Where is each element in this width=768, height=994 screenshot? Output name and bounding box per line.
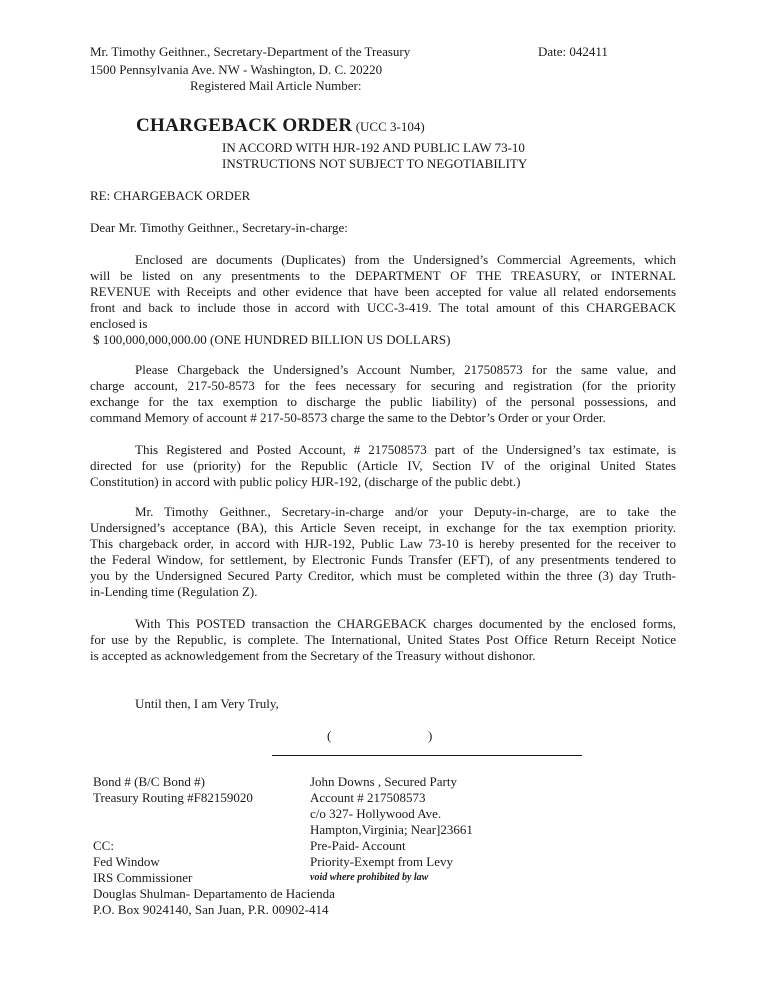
cc-fed-window: Fed Window [93,854,160,869]
paragraph-line: Mr. Timothy Geithner., Secretary-in-charge and/or your Deputy-in-charge, are to take the [135,504,676,519]
paragraph-line: enclosed is [90,316,148,331]
left-info-block [93,774,253,886]
address-line-1: c/o 327- Hollywood Ave. [310,806,442,821]
priority-exempt: Priority-Exempt from Levy [310,854,453,869]
title-subline-2: INSTRUCTIONS NOT SUBJECT TO NEGOTIABILITY [222,156,528,171]
address-line-2: Hampton,Virginia; Near]23661 [310,822,473,837]
paragraph-line: This Registered and Posted Account, # 217508573 part of the Undersigned’s tax estimate, is [135,442,676,457]
paragraph-line: front and back to include those in accord with UCC-3-419. The total amount of this CHARGEBACK [90,300,676,315]
account-number: Account # 217508573 [310,790,426,805]
signature-open-paren: ( [327,728,332,743]
secured-party-block [310,774,473,886]
paragraph-line: REVENUE with Receipts and other evidence that have been accepted for value all related endorsements [90,284,676,299]
title-subline-1: IN ACCORD WITH HJR-192 AND PUBLIC LAW 73-10 [222,140,525,155]
recipient-address: 1500 Pennsylvania Ave. NW - Washington, D. C. 20220 [90,62,383,77]
letter-date: Date: 042411 [538,44,608,59]
paragraph-line: in-Lending time (Regulation Z). [90,584,258,599]
pre-paid-account: Pre-Paid- Account [310,838,406,853]
void-note: void where prohibited by law [310,872,429,883]
paragraph-line: Undersigned’s acceptance (BA), this Article Seven receipt, in exchange for the tax exemption priority. [90,520,676,535]
paragraph-line: command Memory of account # 217-50-8573 charge the same to the Debtor’s Order or your Order. [90,410,606,425]
paragraph-line: charge account, 217-50-8573 for the fees necessary for securing and registration (for the priority [90,378,676,393]
cc-hacienda-address: P.O. Box 9024140, San Juan, P.R. 00902-414 [93,902,329,917]
document-title [136,115,425,136]
recipient-line: Mr. Timothy Geithner., Secretary-Department of the Treasury [90,44,411,59]
bond-number: Bond # (B/C Bond #) [93,774,205,789]
signature-close-paren: ) [428,728,433,743]
total-amount: $ 100,000,000,000.00 (ONE HUNDRED BILLION US DOLLARS) [93,332,451,347]
registered-mail-line: Registered Mail Article Number: [190,78,362,93]
paragraph-line: the Federal Window, for settlement, by Electronic Funds Transfer (EFT), of any presentments tendered to [90,552,676,567]
secured-party-name: John Downs , Secured Party [310,774,457,789]
paragraph-line: Enclosed are documents (Duplicates) from the Undersigned’s Commercial Agreements, which [135,252,676,267]
paragraph-chargeback-account [90,362,676,426]
paragraph-line: exchange for the tax exemption to discharge the public liability) of the personal possessions, and [90,394,676,409]
treasury-routing: Treasury Routing #F82159020 [93,790,253,805]
salutation: Dear Mr. Timothy Geithner., Secretary-in-charge: [90,220,348,235]
paragraph-line: directed for use (priority) for the Republic (Article IV, Section IV of the original United States [90,458,676,473]
cc-hacienda-block [93,886,335,918]
paragraph-line: will be listed on any presentments to the DEPARTMENT OF THE TREASURY, or INTERNAL [90,268,676,283]
paragraph-enclosed-documents [90,252,676,348]
paragraph-acceptance [90,504,676,600]
paragraph-posted-transaction [90,616,676,664]
signature-line [272,755,582,756]
title-main: CHARGEBACK ORDER [136,115,353,136]
paragraph-line: Please Chargeback the Undersigned’s Account Number, 217508573 for the same value, and [135,362,676,377]
paragraph-line: is accepted as acknowledgement from the Secretary of the Treasury without dishonor. [90,648,536,663]
paragraph-line: you by the Undersigned Secured Party Creditor, which must be completed within the three (3) day Truth- [90,568,676,583]
paragraph-line: for use by the Republic, is complete. The International, United States Post Office Return Receipt Notice [90,632,676,647]
cc-irs-commissioner: IRS Commissioner [93,870,193,885]
paragraph-line: With This POSTED transaction the CHARGEBACK charges documented by the enclosed forms, [135,616,676,631]
closing-line: Until then, I am Very Truly, [135,696,279,711]
paragraph-line: This chargeback order, in accord with HJR-192, Public Law 73-10 is hereby presented for the receiver to [90,536,676,551]
cc-hacienda-name: Douglas Shulman- Departamento de Hacienda [93,886,335,901]
title-code: (UCC 3-104) [355,119,425,134]
paragraph-registered-account [90,442,676,490]
re-line: RE: CHARGEBACK ORDER [90,188,251,203]
cc-label: CC: [93,838,114,853]
paragraph-line: Constitution) in accord with public policy HJR-192, (discharge of the public debt.) [90,474,521,489]
